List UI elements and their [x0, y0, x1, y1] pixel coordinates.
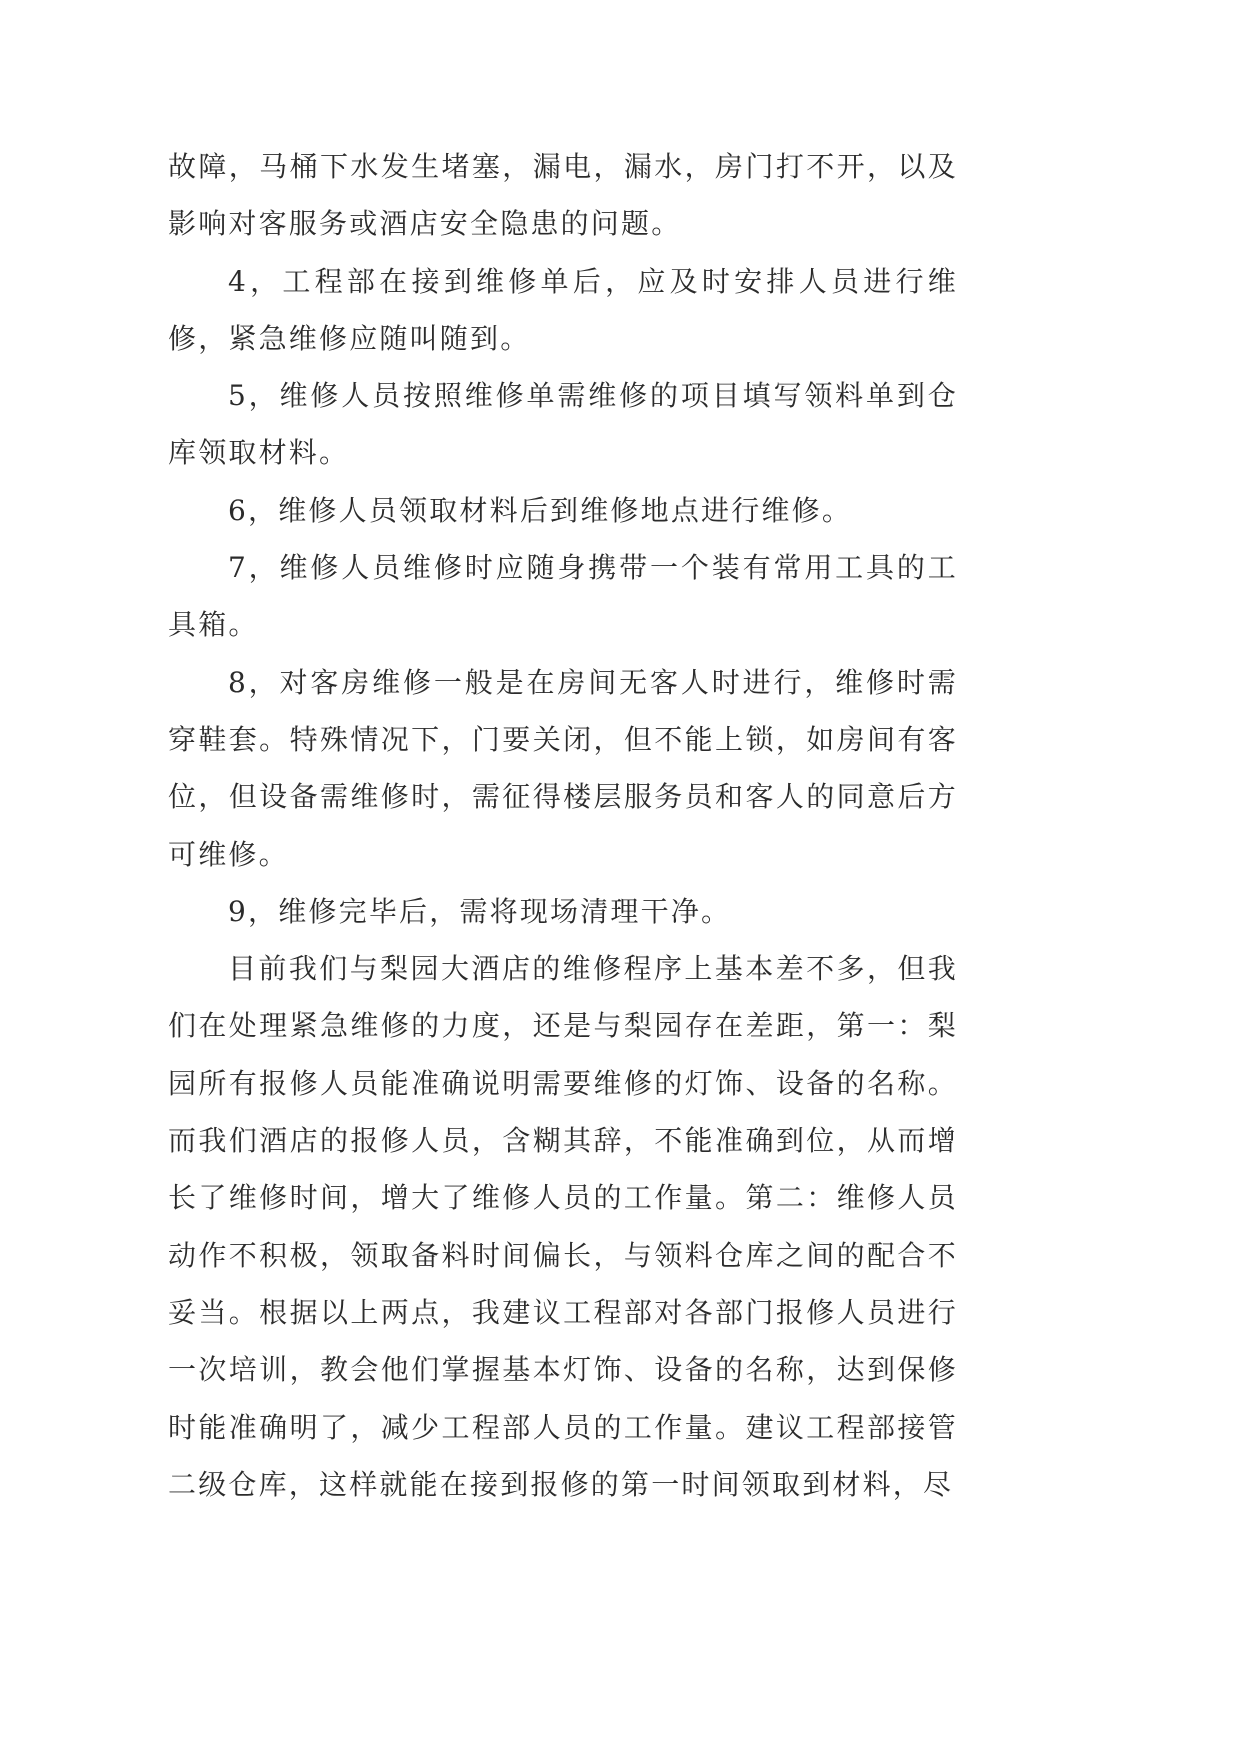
paragraph-item-6: 6，维修人员领取材料后到维修地点进行维修。 [228, 493, 853, 527]
document-body [168, 138, 958, 1513]
paragraph-item-4: 4，工程部在接到维修单后，应及时安排人员进行维修，紧急维修应随叫随到。 [168, 264, 958, 355]
paragraph-comparison: 目前我们与梨园大酒店的维修程序上基本差不多，但我们在处理紧急维修的力度，还是与梨园存在差距，第一：梨园所有报修人员能准确说明需要维修的灯饰、设备的名称。而我们酒店的报修人员，含糊其辞，不能准确到位，从而增长了维修时间，增大了维修人员的工作量。第二：维修人员动作不积极，领取备料时间偏长，与领料仓库之间的配合不妥当。根据以上两点，我建议工程部对各部门报修人员进行一次培训，教会他们掌握基本灯饰、设备的名称，达到保修时能准确明了，减少工程部人员的工作量。建议工程部接管二级仓库，这样就能在接到报修的第一时间领取到材料，尽 [168, 952, 958, 1501]
paragraph-item-8: 8，对客房维修一般是在房间无客人时进行，维修时需穿鞋套。特殊情况下，门要关闭，但不能上锁，如房间有客位，但设备需维修时，需征得楼层服务员和客人的同意后方可维修。 [168, 665, 958, 871]
paragraph-item-5: 5，维修人员按照维修单需维修的项目填写领料单到仓库领取材料。 [168, 379, 958, 470]
paragraph-item-9: 9，维修完毕后，需将现场清理干净。 [228, 894, 732, 928]
paragraph-item-7: 7，维修人员维修时应随身携带一个装有常用工具的工具箱。 [168, 551, 958, 642]
paragraph-continuation: 故障，马桶下水发生堵塞，漏电，漏水，房门打不开，以及影响对客服务或酒店安全隐患的问题。 [168, 150, 958, 241]
